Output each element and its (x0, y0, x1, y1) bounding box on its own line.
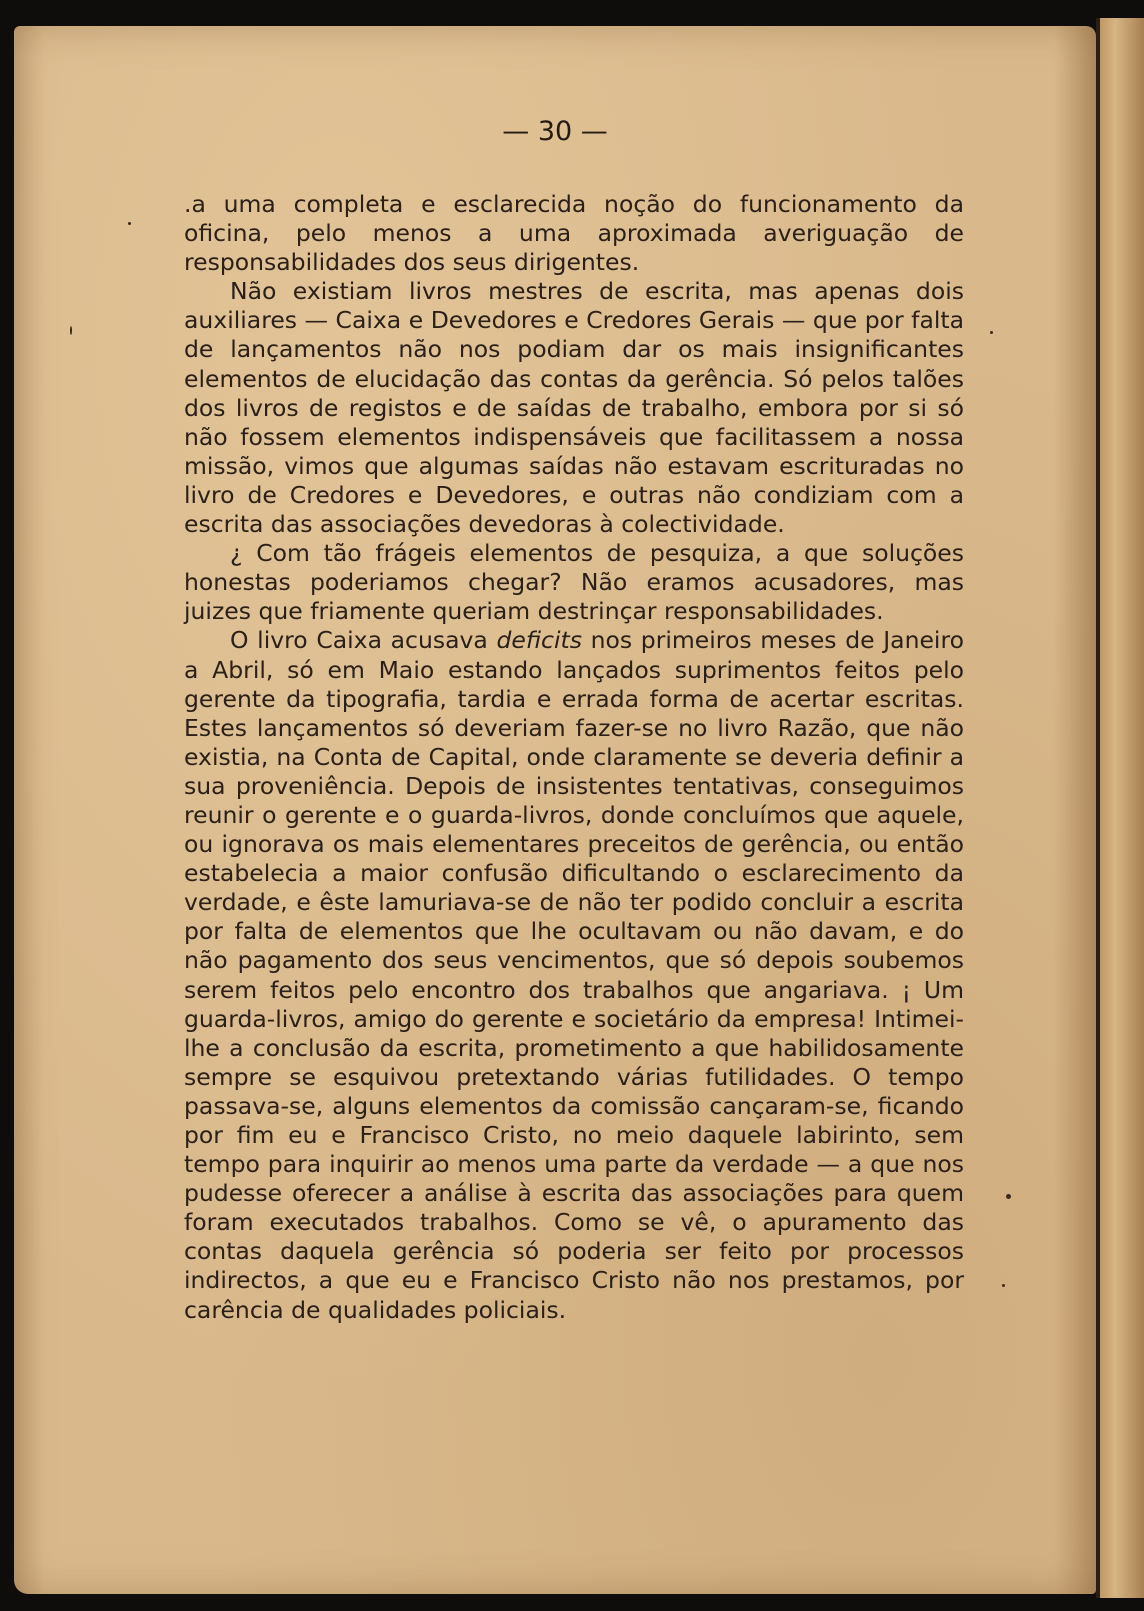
paragraph-4-rest: nos primeiros meses de Janeiro a Abril, só em Maio estando lançados suprimentos feitos pelo gerente da tipografia, tardia e errada forma de acertar escritas. Estes lançamentos só deveriam fazer-se no livro Razão, que não existia, na Conta de Capital, onde claramente se deveria definir a sua proveniência. Depois de insistentes tentativas, conseguimos reunir o gerente e o guarda-livros, donde concluímos que aquele, ou ignorava os mais elementares preceitos de gerência, ou então estabelecia a maior confusão dificultando o esclarecimento da verdade, e êste lamuriava-se de não ter podido concluir a escrita por falta de elementos que lhe ocultavam ou não davam, e do não pagamento dos seus vencimentos, que só depois soubemos serem feitos pelo encontro dos trabalhos que angariava. ¡ Um guarda-livros, amigo do gerente e societário da empresa! Intimei-lhe a conclusão da escrita, prometimento a que habilidosamente sempre se esquivou pretextando várias futilidades. O tempo passava-se, alguns elementos da comissão cançaram-se, ficando por fim eu e Francisco Cristo, no meio daquele labirinto, sem tempo para inquirir ao menos uma parte da verdade — a que nos pudesse oferecer a análise à escrita das associações para quem foram executados trabalhos. Como se vê, o apuramento das contas daquela gerência só poderia ser feito por processos indirectos, a que eu e Francisco Cristo não nos prestamos, por carência de qualidades policiais. (184, 626, 964, 1324)
italic-word-deficits: deficits (496, 626, 582, 655)
book-spine-edge (1096, 18, 1100, 1598)
paper-speck (1002, 1284, 1005, 1287)
book-page (14, 26, 1096, 1594)
body-text (184, 190, 964, 1325)
paper-speck (128, 222, 131, 225)
paragraph-3: ¿ Com tão frágeis elementos de pesquiza, a que soluções honestas poderiamos chegar? Não eramos acusadores, mas juizes que friamente queriam destrinçar responsabilidades. (184, 539, 964, 626)
paragraph-4-start: O livro Caixa acusava (230, 626, 497, 655)
paper-speck (70, 326, 72, 335)
book-spine (1096, 18, 1144, 1598)
paragraph-4 (184, 626, 964, 1324)
paragraph-2: Não existiam livros mestres de escrita, mas apenas dois auxiliares — Caixa e Devedores e Credores Gerais — que por falta de lançamentos não nos podiam dar os mais insignificantes elementos de elucidação das contas da gerência. Só pelos talões dos livros de registos e de saídas de trabalho, embora por si só não fossem elementos indispensáveis que facilitassem a nossa missão, vimos que algumas saídas não estavam escrituradas no livro de Credores e Devedores, e outras não condiziam com a escrita das associações devedoras à colectividade. (184, 277, 964, 539)
paper-speck (990, 331, 993, 334)
paper-speck (1006, 1194, 1011, 1199)
page-number: — 30 — (502, 116, 608, 147)
paragraph-1: .a uma completa e esclarecida noção do funcionamento da oficina, pelo menos a uma aproximada averiguação de responsabilidades dos seus dirigentes. (184, 190, 964, 277)
